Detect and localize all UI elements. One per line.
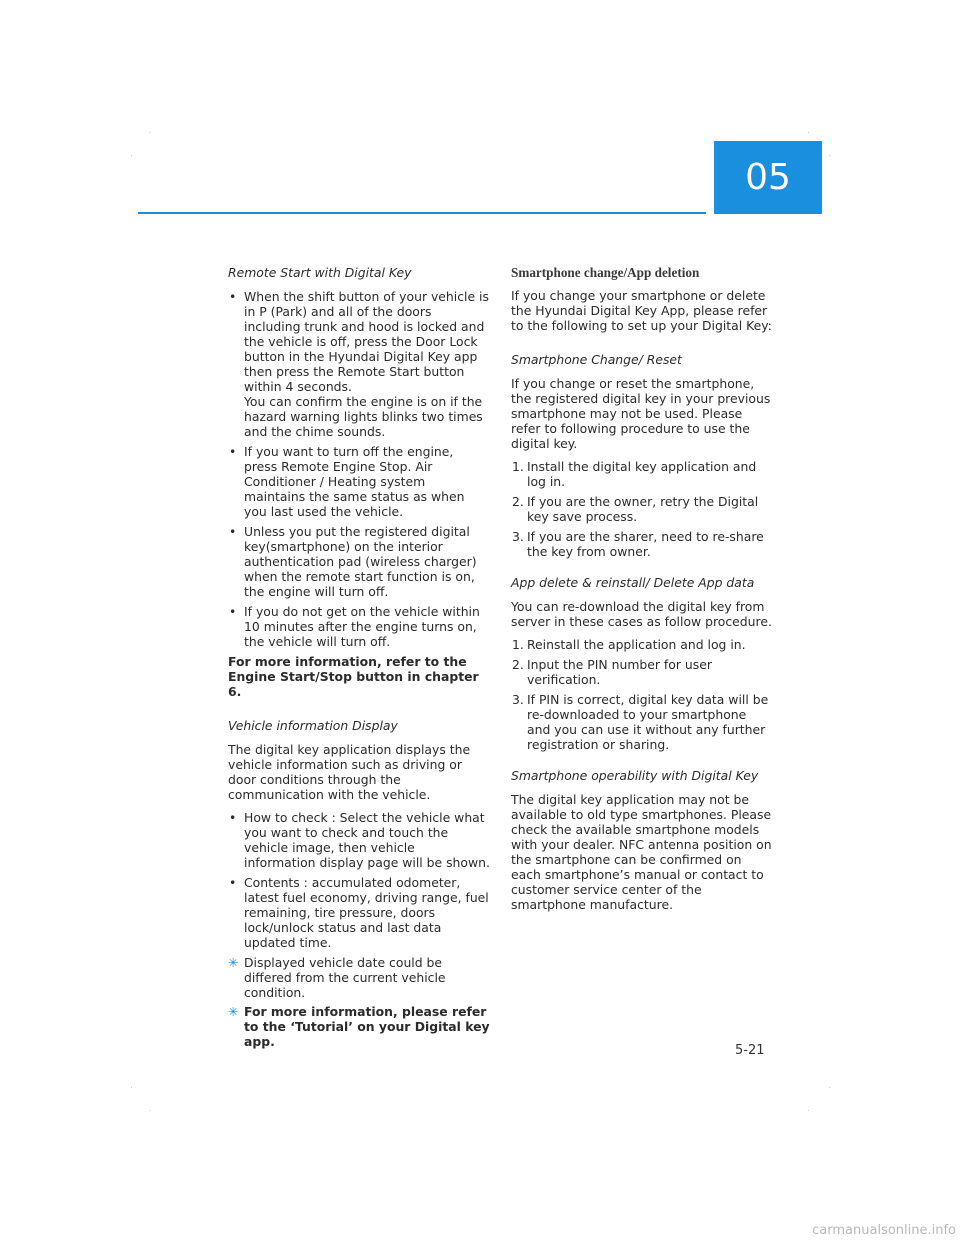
list-item-text: Reinstall the application and log in. [527,637,746,652]
bullet-icon: • [229,604,237,619]
vehicle-display-list [228,810,490,950]
list-item [228,604,490,649]
list-item [511,637,773,652]
watermark: carmanualsonline.info [812,1223,956,1238]
left-column [228,262,490,1053]
bullet-icon: • [229,810,237,825]
bullet-icon: • [229,524,237,539]
vehicle-display-heading: Vehicle information Display [228,718,398,733]
change-reset-intro: If you change or reset the smartphone, the registered digital key in your previous smartphone may not be used. Please refer to following procedure to use the digital key. [511,376,771,451]
step-number: 3. [512,529,524,544]
bullet-icon: • [229,444,237,459]
note-text: For more information, please refer to the ‘Tutorial’ on your Digital key app. [244,1004,490,1049]
list-item-text: How to check : Select the vehicle what you want to check and touch the vehicle image, then vehicle information display page will be shown. [244,810,490,870]
list-item-extra: You can confirm the engine is on if the hazard warning lights blinks two times and the chime sounds. [244,394,483,439]
list-item-text: If PIN is correct, digital key data will be re-downloaded to your smartphone and you can use it without any further registration or sharing. [527,692,769,752]
bullet-icon: • [229,875,237,890]
crop-mark [131,1087,132,1088]
crop-mark [808,1110,809,1111]
step-number: 2. [512,494,524,509]
crop-mark [131,155,132,156]
crop-mark [149,132,150,133]
operability-text: The digital key application may not be available to old type smartphones. Please check the available smartphone models with your dealer. NFC antenna position on the smartphone can be confirmed on each smartphone’s manual or contact to customer service center of the smartphone manufacture. [511,792,772,912]
list-item [228,875,490,950]
list-item [511,529,773,559]
list-item-text: If you want to turn off the engine, press Remote Engine Stop. Air Conditioner / Heating system maintains the same status as when you last used the vehicle. [244,444,465,519]
crop-mark [829,155,830,156]
list-item-text: Input the PIN number for user verification. [527,657,712,687]
list-item [511,459,773,489]
header-rule [138,212,706,214]
crop-mark [808,132,809,133]
list-item [511,657,773,687]
list-item-text: Unless you put the registered digital key(smartphone) on the interior authentication pad (wireless charger) when the remote start function is on, the engine will turn off. [244,524,477,599]
list-item [511,692,773,752]
crop-mark [149,1110,150,1111]
list-item [511,494,773,524]
step-number: 3. [512,692,524,707]
list-item-text: If you do not get on the vehicle within 10 minutes after the engine turns on, the vehicle will turn off. [244,604,480,649]
change-reset-heading: Smartphone Change/ Reset [511,352,682,367]
smartphone-change-section-heading: Smartphone change/App deletion [511,265,700,280]
chapter-tab [714,141,822,214]
list-item-text: If you are the owner, retry the Digital key save process. [527,494,759,524]
list-item [228,810,490,870]
remote-start-list [228,289,490,649]
change-reset-steps [511,459,773,559]
asterisk-icon: ✳ [228,1004,239,1019]
step-number: 2. [512,657,524,672]
list-item [228,444,490,519]
right-column [511,262,773,920]
more-info-engine: For more information, refer to the Engine Start/Stop button in chapter 6. [228,654,479,699]
step-number: 1. [512,459,524,474]
note-vehicle-date [228,955,490,1000]
note-text: Displayed vehicle date could be differed from the current vehicle condition. [244,955,446,1000]
app-delete-steps [511,637,773,752]
asterisk-icon: ✳ [228,955,239,970]
operability-heading: Smartphone operability with Digital Key [511,768,759,783]
list-item [228,524,490,599]
bullet-icon: • [229,289,237,304]
section-intro: If you change your smartphone or delete the Hyundai Digital Key App, please refer to the following to set up your Digital Key: [511,288,772,333]
list-item [228,289,490,439]
note-tutorial [228,1004,490,1049]
step-number: 1. [512,637,524,652]
page-number: 5-21 [735,1043,765,1058]
vehicle-display-intro: The digital key application displays the vehicle information such as driving or door conditions through the communication with the vehicle. [228,742,471,802]
app-delete-intro: You can re-download the digital key from server in these cases as follow procedure. [511,599,772,629]
list-item-text: When the shift button of your vehicle is in P (Park) and all of the doors including trunk and hood is locked and the vehicle is off, press the Door Lock button in the Hyundai Digital Key app then press the Remote Start button within 4 seconds. [244,289,489,394]
list-item-text: Contents : accumulated odometer, latest fuel economy, driving range, fuel remaining, tire pressure, doors lock/unlock status and last data updated time. [244,875,489,950]
chapter-number: 05 [745,157,791,198]
list-item-text: Install the digital key application and log in. [527,459,757,489]
app-delete-heading: App delete & reinstall/ Delete App data [511,575,755,590]
remote-start-heading: Remote Start with Digital Key [228,265,412,280]
list-item-text: If you are the sharer, need to re-share the key from owner. [527,529,764,559]
crop-mark [829,1087,830,1088]
